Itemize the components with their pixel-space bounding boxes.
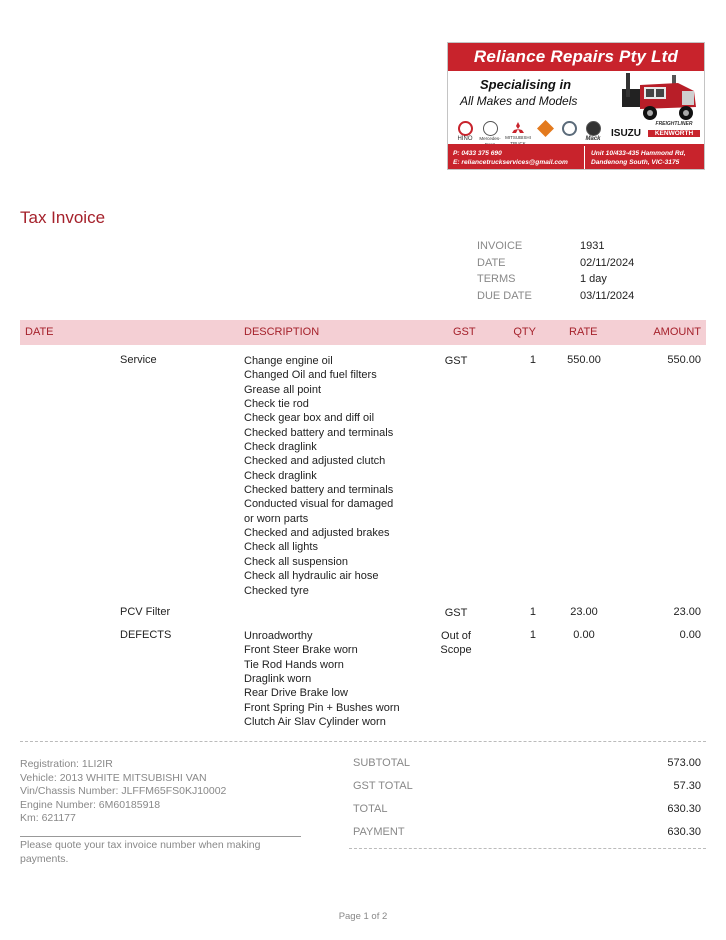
page-number: Page 1 of 2 (338, 911, 388, 922)
header-qty: QTY (513, 326, 536, 338)
row-item: Service (120, 354, 157, 366)
header-date: DATE (25, 326, 54, 338)
row-qty: 1 (529, 606, 536, 618)
brand-logo-hino: HINO (454, 121, 476, 143)
logo-slogan-line1: Specialising in (480, 77, 572, 92)
row-amount: 23.00 (673, 606, 701, 618)
text-line: Check all hydraulic air hose (244, 570, 379, 583)
brand-logos (452, 121, 702, 143)
text-line: Checked and adjusted brakes (244, 527, 390, 540)
meta-label: TERMS (477, 273, 516, 285)
row-gst (420, 606, 492, 620)
text-line: Unroadworthy (244, 630, 313, 642)
meta-label: DUE DATE (477, 289, 532, 302)
text-line: Check all lights (244, 541, 318, 554)
row-description (244, 629, 424, 729)
text-line: Conducted visual for damaged (244, 498, 394, 511)
header-amount: AMOUNT (653, 326, 701, 338)
text-line: Out of (441, 630, 471, 642)
document-title: Tax Invoice (20, 208, 106, 227)
text-line: GST (444, 607, 468, 619)
total-label: PAYMENT (353, 826, 405, 838)
header-description: DESCRIPTION (244, 326, 320, 338)
logo-phone: P: 0433 375 690 (453, 150, 502, 157)
row-item: PCV Filter (120, 606, 171, 618)
total-row-payment (353, 825, 701, 848)
text-line: Checked tyre (244, 584, 309, 597)
payment-quote-note: Please quote your tax invoice number when making payments. (20, 839, 261, 865)
note-vehicle: Vehicle: 2013 WHITE MITSUBISHI VAN (20, 771, 207, 784)
row-rate: 0.00 (573, 629, 595, 641)
total-label: TOTAL (353, 803, 388, 815)
invoice-meta (477, 238, 707, 304)
total-row-subtotal (353, 756, 701, 779)
text-line: Changed Oil and fuel filters (244, 369, 377, 382)
text-line: Draglink worn (244, 673, 312, 686)
text-line: Change engine oil (244, 355, 333, 367)
text-line: Check draglink (244, 469, 317, 482)
total-value: 630.30 (667, 803, 701, 815)
header-gst: GST (453, 326, 476, 338)
items-table-header (20, 320, 706, 345)
text-line: or worn parts (244, 512, 309, 525)
text-line: Front Steer Brake worn (244, 644, 358, 657)
text-line: Check gear box and diff oil (244, 412, 375, 425)
logo-address-line1: Unit 10/433-435 Hammond Rd, (591, 150, 686, 157)
text-line: Check tie rod (244, 398, 309, 411)
row-amount: 550.00 (667, 354, 701, 366)
logo-company-name: Reliance Repairs Pty Ltd (448, 43, 704, 71)
row-amount: 0.00 (679, 629, 701, 641)
company-logo (447, 42, 705, 170)
brand-logo-freightliner: FREIGHTLINER KENWORTH (648, 121, 700, 143)
text-line: GST (444, 355, 468, 367)
logo-contact-bar (448, 144, 704, 170)
total-value: 57.30 (673, 780, 701, 792)
row-gst (420, 354, 492, 368)
total-value: 573.00 (667, 757, 701, 769)
logo-email: E: reliancetruckservices@gmail.com (453, 159, 568, 166)
logo-slogan-line2: All Makes and Models (460, 94, 578, 108)
table-bottom-divider (20, 741, 706, 742)
note-engine-number: Engine Number: 6M60185918 (20, 798, 161, 811)
note-km: Km: 621177 (20, 812, 76, 824)
row-rate: 23.00 (570, 606, 598, 618)
text-line: Rear Drive Brake low (244, 687, 348, 700)
brand-logo-mercedes: Mercedes- (478, 121, 502, 143)
total-value: 630.30 (667, 826, 701, 838)
brand-logo-international (534, 121, 556, 143)
totals-summary (353, 756, 701, 848)
truck-icon (620, 71, 702, 123)
logo-address-line2: Dandenong South, VIC-3175 (591, 159, 680, 166)
total-row-gst (353, 779, 701, 802)
meta-row-date (477, 255, 707, 272)
row-qty: 1 (529, 629, 536, 641)
text-line: Checked battery and terminals (244, 426, 394, 439)
brand-logo-mitsubishi: MITSUBISHI (504, 121, 532, 143)
meta-row-invoice (477, 238, 707, 255)
brand-logo-mack: Mack (582, 121, 604, 143)
total-row-total (353, 802, 701, 825)
text-line: Clutch Air Slav Cylinder worn (244, 716, 386, 729)
total-label: GST TOTAL (353, 780, 413, 792)
meta-value: 1931 (580, 240, 605, 252)
note-vin: Vin/Chassis Number: JLFFM65FS0KJ10002 (20, 785, 227, 797)
meta-label: DATE (477, 256, 506, 269)
text-line: Check all suspension (244, 555, 348, 568)
meta-value: 03/11/2024 (580, 289, 635, 302)
text-line: Grease all point (244, 383, 322, 396)
brand-logo-isuzu: ISUZU (611, 128, 641, 139)
meta-value: 02/11/2024 (580, 256, 635, 269)
meta-value: 1 day (580, 273, 607, 285)
meta-row-due-date (477, 288, 707, 305)
meta-row-terms (477, 271, 707, 288)
text-line: Checked battery and terminals (244, 484, 394, 497)
vehicle-notes (20, 758, 226, 826)
meta-label: INVOICE (477, 240, 523, 252)
total-label: SUBTOTAL (353, 757, 411, 769)
row-item: DEFECTS (120, 629, 172, 641)
notes-divider (20, 836, 301, 837)
row-description (244, 354, 424, 598)
header-rate: RATE (569, 326, 598, 338)
text-line: Check draglink (244, 441, 317, 454)
text-line: Scope (440, 644, 472, 657)
text-line: Tie Rod Hands worn (244, 658, 344, 671)
brand-logo-volvo (558, 121, 580, 143)
logo-divider (584, 146, 585, 169)
totals-divider (349, 848, 706, 849)
note-registration: Registration: 1LI2IR (20, 758, 113, 770)
text-line: Checked and adjusted clutch (244, 455, 386, 468)
row-gst (420, 629, 492, 658)
text-line: Front Spring Pin + Bushes worn (244, 701, 400, 714)
row-rate: 550.00 (567, 354, 601, 366)
row-qty: 1 (529, 354, 536, 366)
